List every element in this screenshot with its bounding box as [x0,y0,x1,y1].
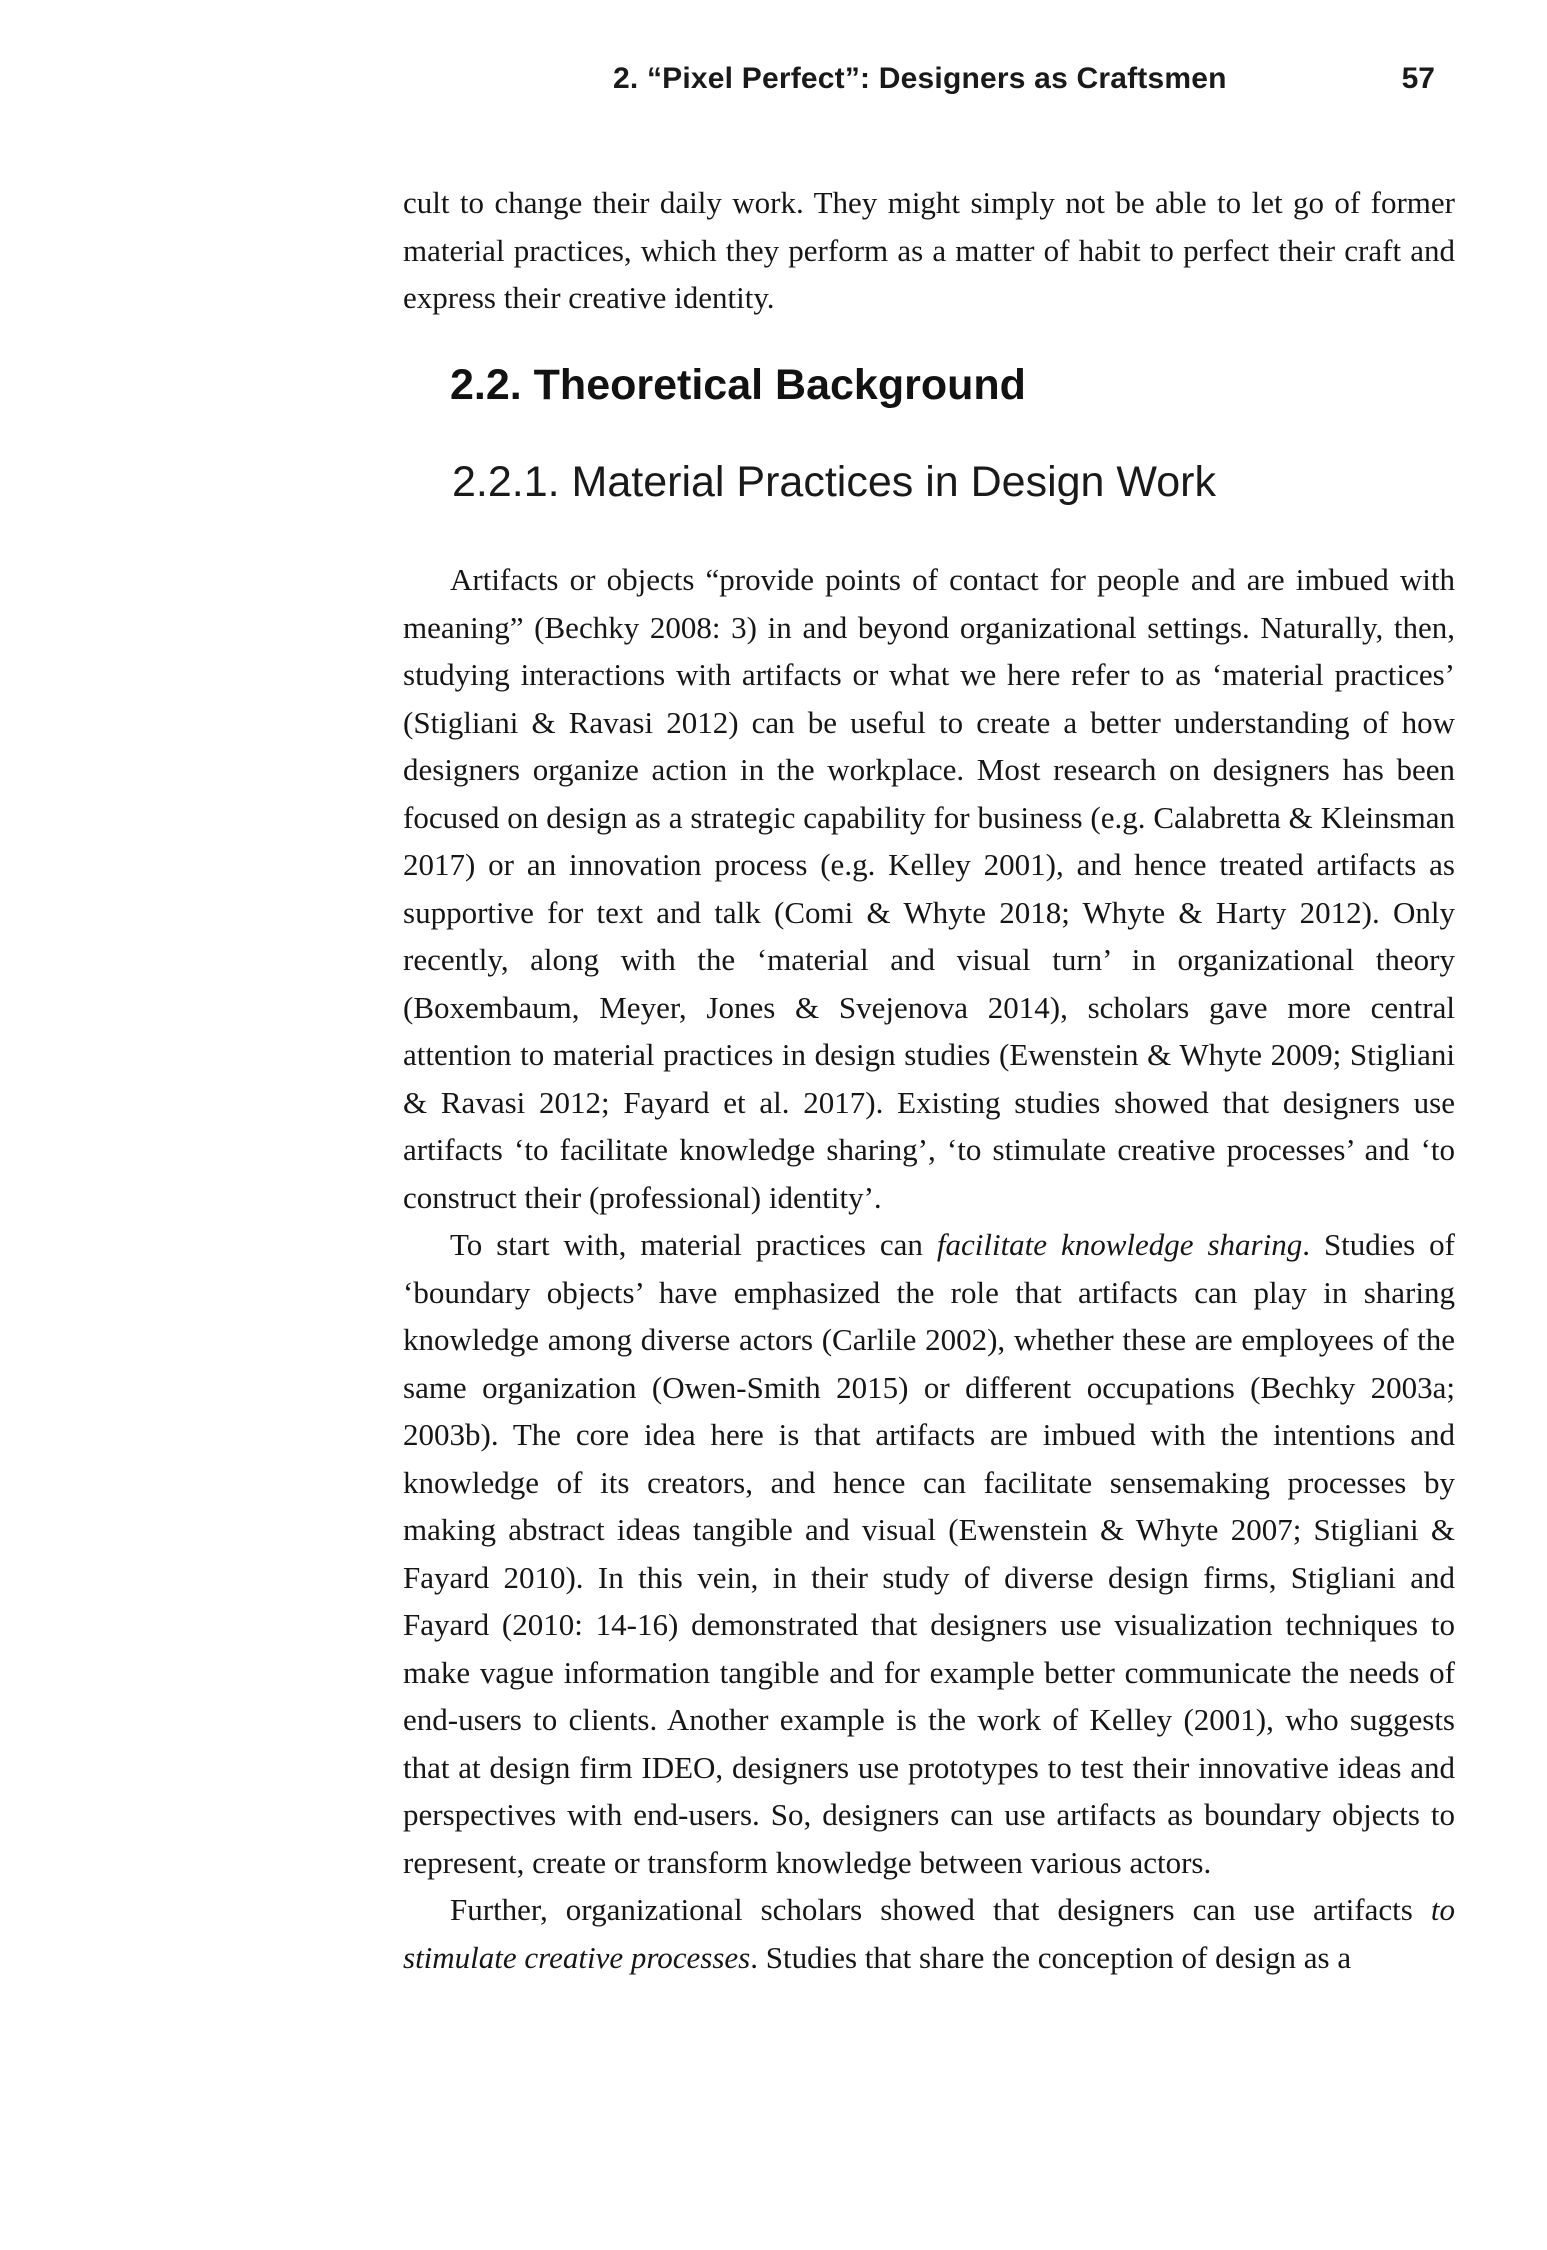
text-run: Further, organizational scholars showed that designers can use artifacts [450,1892,1431,1927]
running-head-title: 2. “Pixel Perfect”: Designers as Craftsmen [613,62,1227,95]
subsection-heading: 2.2.1. Material Practices in Design Work [452,458,1216,506]
paragraph [403,556,1455,1221]
text-run: Artifacts or objects “provide points of contact for people and are imbued with meaning” (Bechky 2008: 3) in and beyond organizational settings. Naturally, then, studying interactions with artifacts or what we here refer to as ‘material practices’ (Stigliani & Ravasi 2012) can be useful to create a better understanding of how designers organize action in the workplace. Most research on designers has been focused on design as a strategic capability for business (e.g. Calabretta & Kleinsman 2017) or an innovation process (e.g. Kelley 2001), and hence treated artifacts as supportive for text and talk (Comi & Whyte 2018; Whyte & Harty 2012). Only recently, along with the ‘material and visual turn’ in organizational theory (Boxembaum, Meyer, Jones & Svejenova 2014), scholars gave more central attention to material practices in design studies (Ewenstein & Whyte 2009; Stigliani & Ravasi 2012; Fayard et al. 2017). Existing studies showed that designers use artifacts ‘to facilitate knowledge sharing’, ‘to stimulate creative processes’ and ‘to construct their (professional) identity’. [403,562,1455,1215]
italic-text-run: facilitate knowledge sharing [936,1227,1303,1262]
body-text [403,556,1455,1981]
paragraph [403,1221,1455,1886]
intro-paragraph-container [403,179,1455,322]
page-number: 57 [1401,62,1435,95]
paragraph [403,179,1455,322]
italic-text-run: to stimulate creative processes [403,1892,1455,1975]
text-run: . Studies of ‘boundary objects’ have emphasized the role that artifacts can play in sharing knowledge among diverse actors (Carlile 2002), whether these are employees of the same organization (Owen-Smith 2015) or different occupations (Bechky 2003a; 2003b). The core idea here is that artifacts are imbued with the intentions and knowledge of its creators, and hence can facilitate sensemaking processes by making abstract ideas tangible and visual (Ewenstein & Whyte 2007; Stigliani & Fayard 2010). In this vein, in their study of diverse design firms, Stigliani and Fayard (2010: 14-16) demonstrated that designers use visualization techniques to make vague information tangible and for example better communicate the needs of end-users to clients. Another example is the work of Kelley (2001), who suggests that at design firm IDEO, designers use prototypes to test their innovative ideas and perspectives with end-users. So, designers can use artifacts as boundary objects to represent, create or transform knowledge between various actors. [403,1227,1455,1880]
text-run: To start with, material practices can [450,1227,937,1262]
section-heading: 2.2. Theoretical Background [450,361,1026,409]
paragraph [403,1886,1455,1981]
text-run: cult to change their daily work. They might simply not be able to let go of former material practices, which they perform as a matter of habit to perfect their craft and express their creative identity. [403,185,1455,315]
running-head [403,60,1455,100]
text-run: . Studies that share the conception of design as a [750,1939,1352,1975]
